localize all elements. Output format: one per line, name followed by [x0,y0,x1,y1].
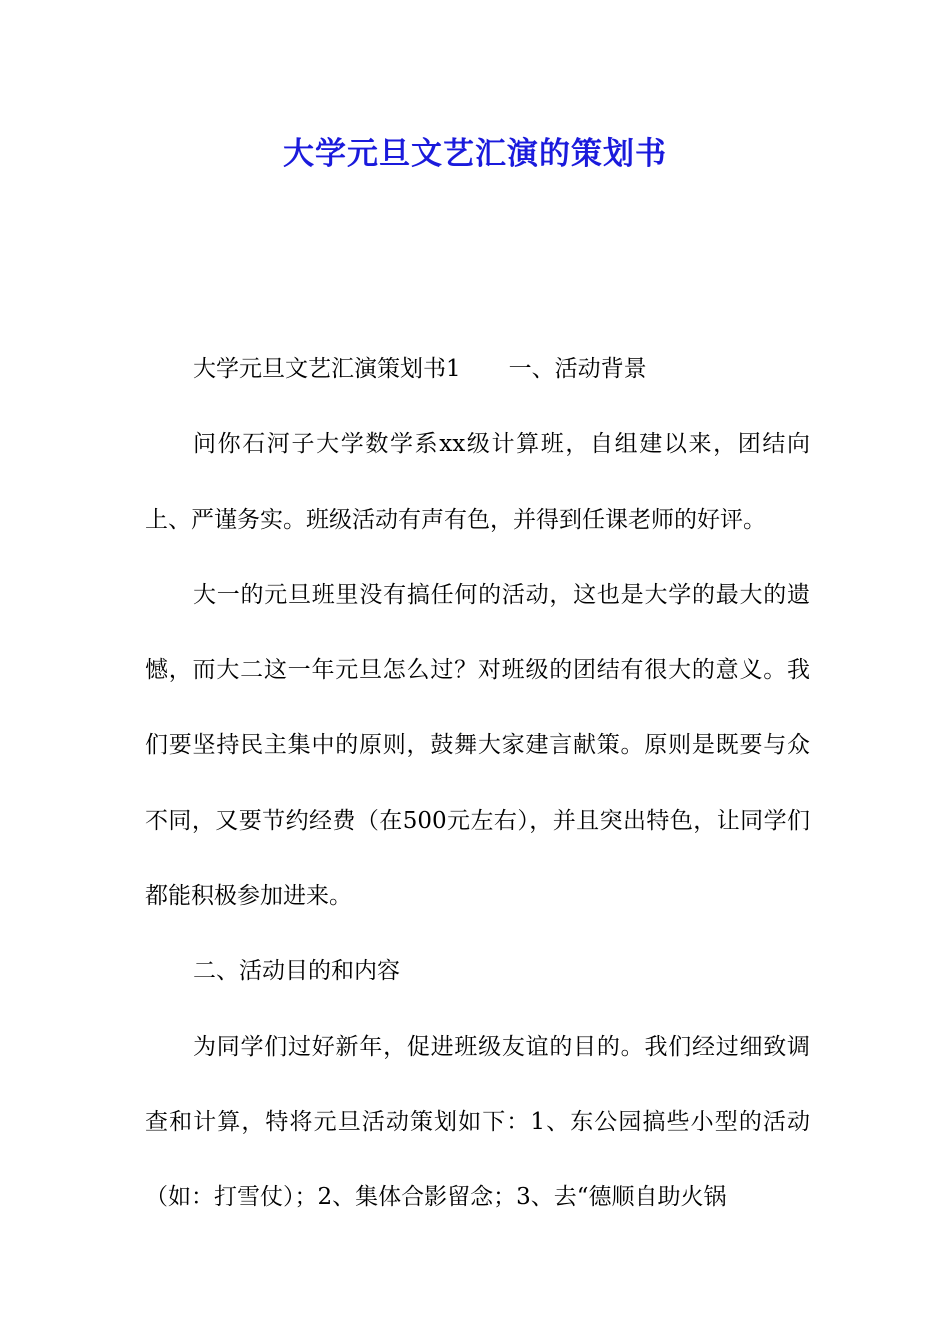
plan-title-inline: 大学元旦文艺汇演策划书1 [193,356,461,382]
heading-line [145,332,810,407]
paragraph-activity-content: 为同学们过好新年，促进班级友谊的目的。我们经过细致调查和计算，特将元旦活动策划如下：1、东公园搞些小型的活动（如：打雪仗）；2、集体合影留念；3、去“德顺自助火锅 [145,1033,810,1211]
document-title: 大学元旦文艺汇演的策划书 [283,136,667,172]
paragraph-new-year-plan: 大一的元旦班里没有搞任何的活动，这也是大学的最大的遗憾，而大二这一年元旦怎么过？对班级的团结有很大的意义。我们要坚持民主集中的原则，鼓舞大家建言献策。原则是既要与众不同，又要节约经费（在500元左右），并且突出特色，让同学们都能积极参加进来。 [145,581,810,910]
section-heading-purpose: 二、活动目的和内容 [193,958,400,985]
document-body [145,332,810,1236]
section-heading-background: 一、活动背景 [508,356,647,382]
paragraph-class-intro: 问你石河子大学数学系xx级计算班，自组建以来，团结向上、严谨务实。班级活动有声有色，并得到任课老师的好评。 [145,431,810,533]
